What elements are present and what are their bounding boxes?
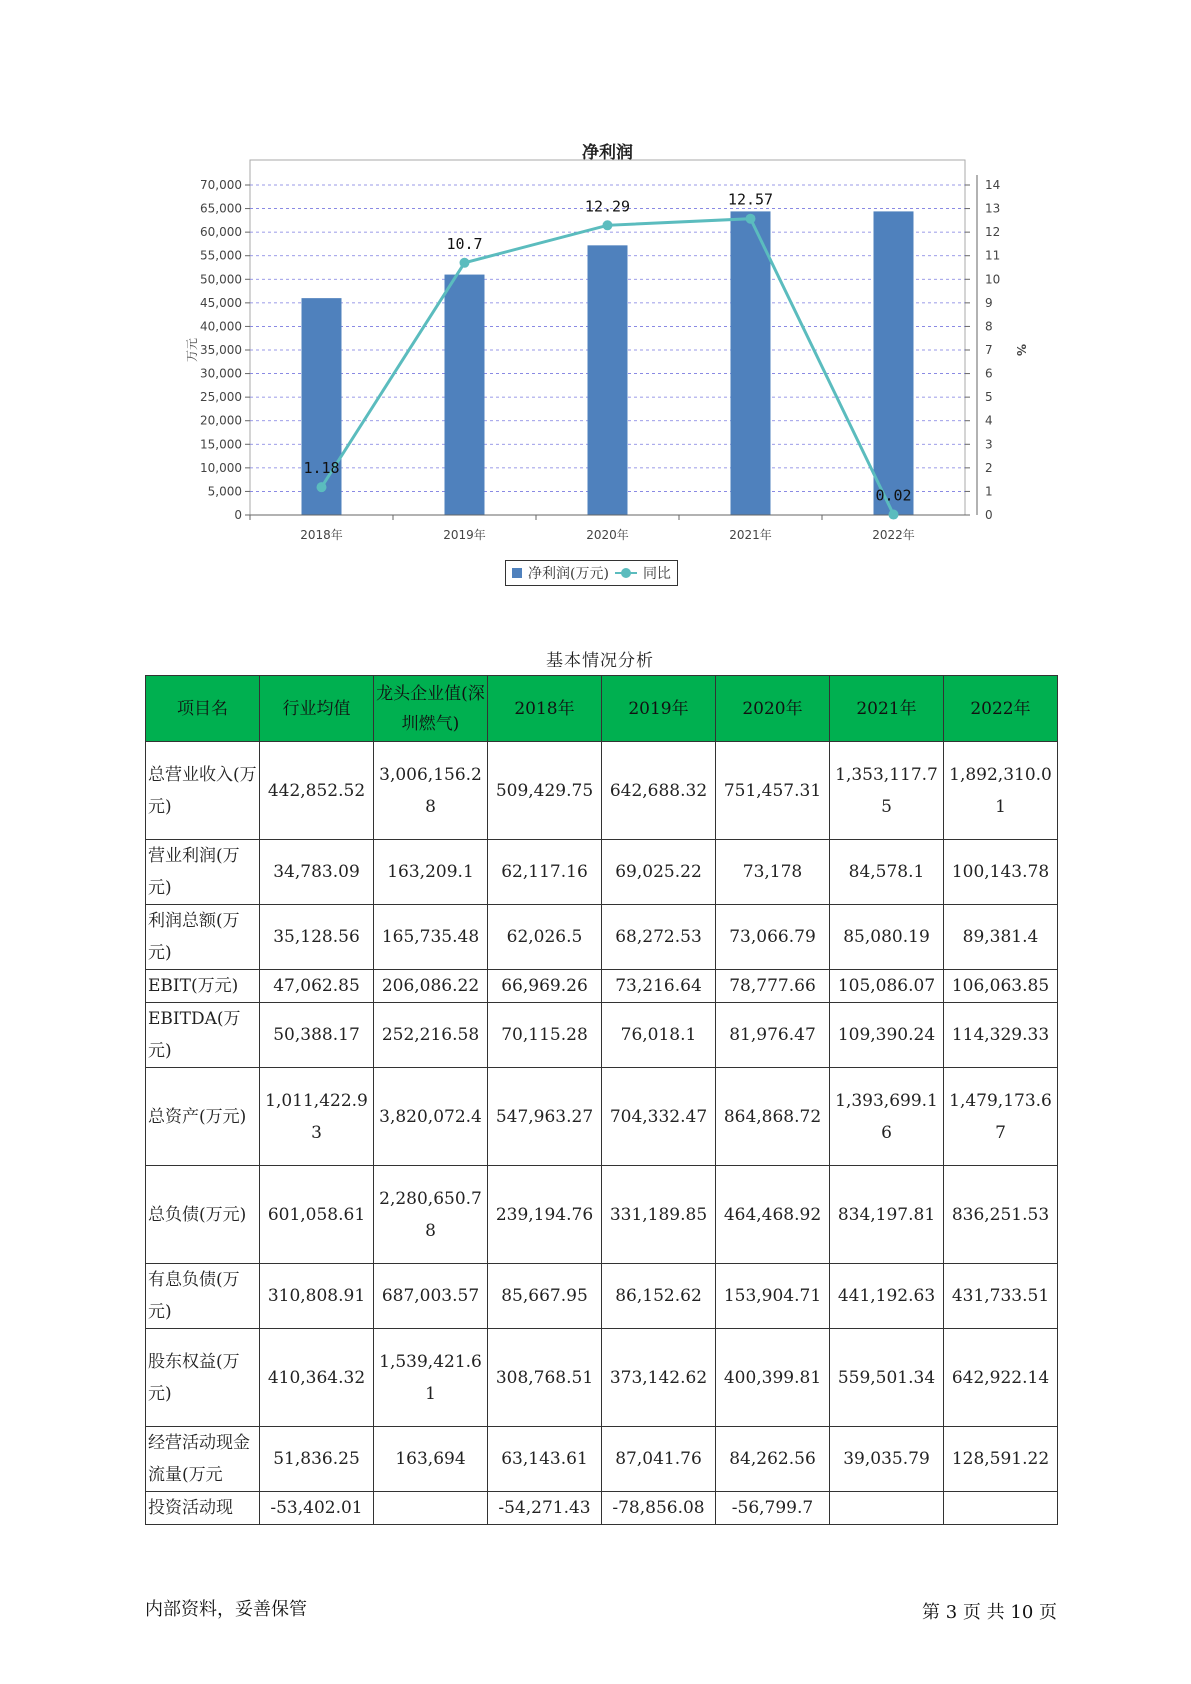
value-cell: 73,066.79 — [716, 905, 830, 970]
x-tick-label: 2022年 — [872, 528, 915, 542]
value-cell: 163,209.1 — [374, 840, 488, 905]
row-label-cell: 营业利润(万元) — [146, 840, 260, 905]
value-cell: 834,197.81 — [830, 1166, 944, 1264]
value-cell: 1,892,310.01 — [944, 742, 1058, 840]
value-cell: 163,694 — [374, 1427, 488, 1492]
y2-tick-label: 7 — [985, 343, 993, 357]
value-cell: 410,364.32 — [260, 1329, 374, 1427]
row-label-cell: 总资产(万元) — [146, 1068, 260, 1166]
row-label-cell: 利润总额(万元) — [146, 905, 260, 970]
value-cell: 373,142.62 — [602, 1329, 716, 1427]
value-cell: -53,402.01 — [260, 1492, 374, 1525]
value-cell: 87,041.76 — [602, 1427, 716, 1492]
y2-tick-label: 8 — [985, 319, 993, 334]
page-indicator: 第 3 页 共 10 页 — [922, 1602, 1057, 1623]
table-row — [146, 1329, 1058, 1427]
y2-tick-label: 14 — [985, 178, 1001, 192]
value-cell: 84,578.1 — [830, 840, 944, 905]
table-row — [146, 1492, 1058, 1525]
header-cell: 项目名 — [146, 676, 260, 742]
value-cell: 308,768.51 — [488, 1329, 602, 1427]
y2-tick-label: 9 — [985, 295, 993, 310]
yoy-data-label: 0.02 — [875, 486, 912, 505]
value-cell: 3,006,156.28 — [374, 742, 488, 840]
value-cell: 1,353,117.75 — [830, 742, 944, 840]
row-label-cell: 股东权益(万元) — [146, 1329, 260, 1427]
y-tick-label: 10,000 — [200, 460, 242, 475]
value-cell: 128,591.22 — [944, 1427, 1058, 1492]
yoy-point — [746, 214, 756, 224]
header-cell: 2018年 — [488, 676, 602, 742]
basic-analysis-table — [145, 675, 1058, 1525]
net-profit-chart — [150, 120, 1050, 600]
value-cell: 73,216.64 — [602, 970, 716, 1003]
value-cell: 39,035.79 — [830, 1427, 944, 1492]
value-cell: 51,836.25 — [260, 1427, 374, 1492]
value-cell: 601,058.61 — [260, 1166, 374, 1264]
value-cell: 310,808.91 — [260, 1264, 374, 1329]
y2-tick-label: 6 — [985, 366, 993, 381]
y-tick-label: 15,000 — [200, 437, 242, 452]
value-cell: 751,457.31 — [716, 742, 830, 840]
table-row — [146, 905, 1058, 970]
legend-bar-swatch — [512, 568, 522, 578]
row-label-cell: EBITDA(万元) — [146, 1003, 260, 1068]
x-tick-label: 2018年 — [300, 528, 343, 542]
value-cell: -78,856.08 — [602, 1492, 716, 1525]
y2-tick-label: 1 — [985, 484, 993, 499]
legend-bar-label: 净利润(万元) — [528, 566, 609, 582]
value-cell — [374, 1492, 488, 1525]
value-cell: 73,178 — [716, 840, 830, 905]
y2-tick-label: 13 — [985, 201, 1001, 216]
legend-line-swatch — [615, 568, 637, 578]
y-tick-label: 55,000 — [200, 248, 242, 263]
value-cell: 1,393,699.16 — [830, 1068, 944, 1166]
value-cell: 89,381.4 — [944, 905, 1058, 970]
table-row — [146, 1166, 1058, 1264]
y-tick-label: 40,000 — [200, 319, 242, 334]
y-tick-label: 60,000 — [200, 225, 242, 240]
value-cell: 1,479,173.67 — [944, 1068, 1058, 1166]
table-row — [146, 1068, 1058, 1166]
y2-tick-label: 11 — [985, 248, 1001, 263]
yoy-data-label: 10.7 — [446, 234, 483, 253]
row-label-cell: 投资活动现 — [146, 1492, 260, 1525]
y-tick-label: 5,000 — [207, 484, 242, 499]
value-cell: 153,904.71 — [716, 1264, 830, 1329]
bar — [874, 211, 914, 515]
y2-tick-label: 4 — [985, 413, 993, 428]
header-cell: 2020年 — [716, 676, 830, 742]
value-cell: 69,025.22 — [602, 840, 716, 905]
yoy-point — [317, 482, 327, 492]
value-cell: 3,820,072.4 — [374, 1068, 488, 1166]
confidential-note: 内部资料，妥善保管 — [145, 1599, 307, 1620]
row-label-cell: 总营业收入(万元) — [146, 742, 260, 840]
table-row — [146, 1264, 1058, 1329]
value-cell: 78,777.66 — [716, 970, 830, 1003]
row-label-cell: 总负债(万元) — [146, 1166, 260, 1264]
y-tick-label: 35,000 — [200, 343, 242, 357]
table-row — [146, 742, 1058, 840]
header-cell: 龙头企业值(深圳燃气) — [374, 676, 488, 742]
y-tick-label: 70,000 — [200, 178, 242, 192]
table-row — [146, 970, 1058, 1003]
value-cell: 642,688.32 — [602, 742, 716, 840]
x-tick-label: 2020年 — [586, 528, 629, 542]
value-cell: 1,011,422.93 — [260, 1068, 374, 1166]
value-cell: 331,189.85 — [602, 1166, 716, 1264]
value-cell: 70,115.28 — [488, 1003, 602, 1068]
value-cell — [830, 1492, 944, 1525]
value-cell: 68,272.53 — [602, 905, 716, 970]
value-cell: 206,086.22 — [374, 970, 488, 1003]
x-tick-label: 2019年 — [443, 528, 486, 542]
value-cell: 35,128.56 — [260, 905, 374, 970]
value-cell: 509,429.75 — [488, 742, 602, 840]
table-row — [146, 1427, 1058, 1492]
value-cell: 464,468.92 — [716, 1166, 830, 1264]
header-cell: 行业均值 — [260, 676, 374, 742]
value-cell: 864,868.72 — [716, 1068, 830, 1166]
value-cell: 85,667.95 — [488, 1264, 602, 1329]
y-tick-label: 45,000 — [200, 295, 242, 310]
value-cell: 114,329.33 — [944, 1003, 1058, 1068]
y-tick-label: 30,000 — [200, 366, 242, 381]
value-cell: 165,735.48 — [374, 905, 488, 970]
yoy-point — [889, 510, 899, 520]
bar — [445, 275, 485, 515]
value-cell: 100,143.78 — [944, 840, 1058, 905]
value-cell: 62,117.16 — [488, 840, 602, 905]
y-tick-label: 65,000 — [200, 201, 242, 216]
y2-axis-label: % — [1014, 343, 1028, 357]
value-cell: 84,262.56 — [716, 1427, 830, 1492]
yoy-point — [460, 258, 470, 268]
y2-tick-label: 5 — [985, 390, 993, 405]
legend-line-label: 同比 — [642, 566, 671, 582]
value-cell: 66,969.26 — [488, 970, 602, 1003]
chart-title: 净利润 — [582, 143, 633, 163]
value-cell: 836,251.53 — [944, 1166, 1058, 1264]
header-cell: 2019年 — [602, 676, 716, 742]
yoy-data-label: 12.29 — [584, 197, 631, 216]
value-cell: 63,143.61 — [488, 1427, 602, 1492]
row-label-cell: 经营活动现金流量(万元 — [146, 1427, 260, 1492]
value-cell: 704,332.47 — [602, 1068, 716, 1166]
value-cell: 47,062.85 — [260, 970, 374, 1003]
value-cell: 442,852.52 — [260, 742, 374, 840]
header-cell: 2021年 — [830, 676, 944, 742]
value-cell — [944, 1492, 1058, 1525]
y2-tick-label: 0 — [985, 508, 993, 522]
chart-canvas — [150, 120, 1050, 560]
value-cell: 431,733.51 — [944, 1264, 1058, 1329]
value-cell: 85,080.19 — [830, 905, 944, 970]
y-tick-label: 0 — [234, 508, 242, 522]
value-cell: 76,018.1 — [602, 1003, 716, 1068]
chart-legend — [505, 560, 678, 586]
yoy-data-label: 12.57 — [727, 190, 774, 209]
y2-tick-label: 2 — [985, 460, 993, 475]
bar — [731, 211, 771, 515]
table-row — [146, 1003, 1058, 1068]
y-tick-label: 20,000 — [200, 413, 242, 428]
y-axis-label: 万元 — [185, 337, 199, 363]
yoy-data-label: 1.18 — [303, 459, 340, 478]
value-cell: -54,271.43 — [488, 1492, 602, 1525]
y-tick-label: 25,000 — [200, 390, 242, 405]
value-cell: 642,922.14 — [944, 1329, 1058, 1427]
value-cell: -56,799.7 — [716, 1492, 830, 1525]
value-cell: 106,063.85 — [944, 970, 1058, 1003]
bar — [588, 245, 628, 515]
value-cell: 62,026.5 — [488, 905, 602, 970]
value-cell: 81,976.47 — [716, 1003, 830, 1068]
value-cell: 109,390.24 — [830, 1003, 944, 1068]
value-cell: 252,216.58 — [374, 1003, 488, 1068]
value-cell: 1,539,421.61 — [374, 1329, 488, 1427]
header-cell: 2022年 — [944, 676, 1058, 742]
value-cell: 2,280,650.78 — [374, 1166, 488, 1264]
y2-tick-label: 3 — [985, 437, 993, 452]
table-caption: 基本情况分析 — [546, 651, 654, 671]
value-cell: 105,086.07 — [830, 970, 944, 1003]
value-cell: 559,501.34 — [830, 1329, 944, 1427]
value-cell: 441,192.63 — [830, 1264, 944, 1329]
yoy-point — [603, 220, 613, 230]
value-cell: 547,963.27 — [488, 1068, 602, 1166]
table-row — [146, 840, 1058, 905]
y-tick-label: 50,000 — [200, 272, 242, 287]
value-cell: 400,399.81 — [716, 1329, 830, 1427]
x-tick-label: 2021年 — [729, 528, 772, 542]
value-cell: 86,152.62 — [602, 1264, 716, 1329]
row-label-cell: 有息负债(万元) — [146, 1264, 260, 1329]
y2-tick-label: 10 — [985, 272, 1001, 287]
value-cell: 239,194.76 — [488, 1166, 602, 1264]
table-body — [146, 742, 1058, 1525]
value-cell: 34,783.09 — [260, 840, 374, 905]
value-cell: 50,388.17 — [260, 1003, 374, 1068]
row-label-cell: EBIT(万元) — [146, 970, 260, 1003]
table-header-row — [146, 676, 1058, 742]
value-cell: 687,003.57 — [374, 1264, 488, 1329]
y2-tick-label: 12 — [985, 225, 1001, 240]
